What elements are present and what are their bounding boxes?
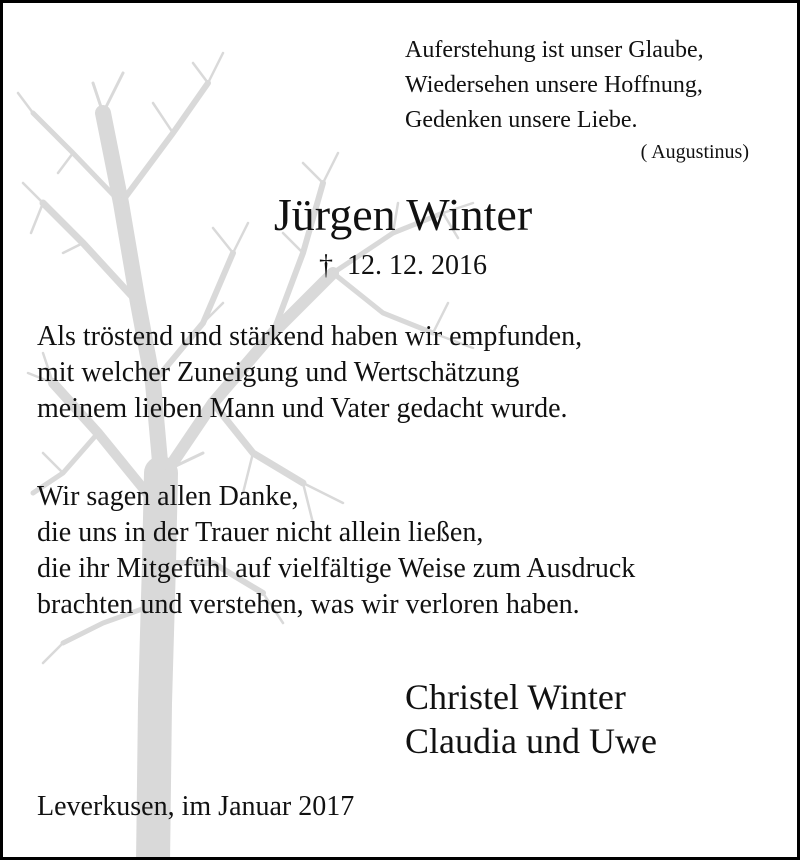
paragraph-line: mit welcher Zuneigung und Wertschätzung: [37, 357, 520, 388]
thanks-paragraph: [37, 319, 582, 427]
quote-line: Gedenken unsere Liebe.: [405, 107, 638, 133]
quote-line: Wiedersehen unsere Hoffnung,: [405, 72, 703, 98]
paragraph-line: brachten und verstehen, was wir verloren haben.: [37, 589, 580, 620]
deceased-name: Jürgen Winter: [273, 189, 533, 240]
death-date-line: [3, 248, 800, 284]
paragraph-line: die uns in der Trauer nicht allein ließen,: [37, 517, 484, 548]
paragraph-line: Als tröstend und stärkend haben wir empfunden,: [37, 321, 583, 352]
cross-icon: †: [319, 250, 333, 281]
quote-author: ( Augustinus): [640, 141, 749, 163]
signature-name: Christel Winter: [405, 677, 626, 717]
quote-line: Auferstehung ist unser Glaube,: [405, 37, 704, 63]
death-date: 12. 12. 2016: [347, 250, 487, 281]
paragraph-line: die ihr Mitgefühl auf vielfältige Weise zum Ausdruck: [37, 553, 636, 584]
paragraph-line: meinem lieben Mann und Vater gedacht wurde.: [37, 393, 568, 424]
place-date: Leverkusen, im Januar 2017: [37, 791, 355, 822]
signatures: [405, 675, 657, 763]
paragraph-line: Wir sagen allen Danke,: [37, 481, 299, 512]
thanks-paragraph: [37, 479, 635, 623]
quote-block: [405, 33, 704, 138]
signature-name: Claudia und Uwe: [405, 721, 657, 761]
